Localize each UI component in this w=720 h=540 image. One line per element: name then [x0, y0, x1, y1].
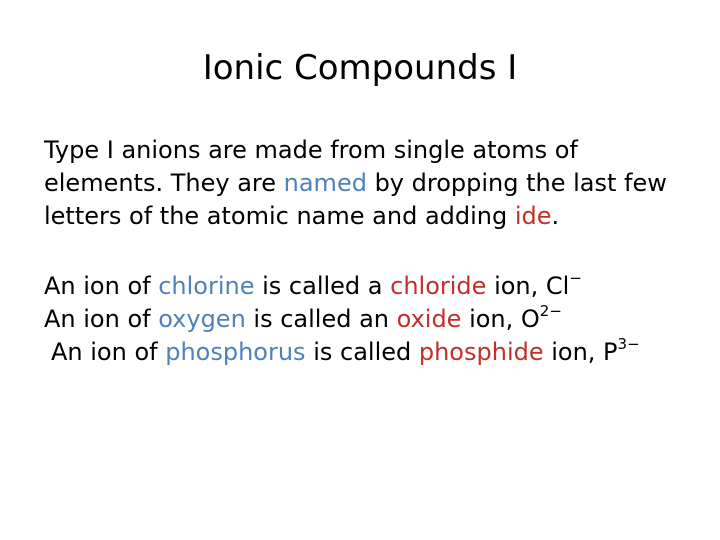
example-prefix: An ion of [44, 272, 159, 300]
example-middle: is called [305, 338, 419, 366]
example-line-phosphorus [44, 336, 684, 369]
ion-charge-phosphide: 3− [617, 335, 640, 353]
paragraph-gap [44, 233, 684, 270]
intro-text-2: by dropping the last few letters of the atomic name and adding [44, 169, 667, 230]
element-name-chlorine: chlorine [158, 272, 255, 300]
example-line-chlorine [44, 270, 684, 303]
example-line-oxygen [44, 303, 684, 336]
slide-body [44, 134, 684, 369]
slide-title: Ionic Compounds I [202, 48, 518, 88]
ion-charge-chloride: − [569, 269, 582, 287]
example-suffix: ion, P [543, 338, 618, 366]
example-suffix: ion, O [461, 305, 540, 333]
example-middle: is called a [254, 272, 391, 300]
anion-name-phosphide: phosphide [418, 338, 544, 366]
example-middle: is called an [245, 305, 397, 333]
ion-charge-oxide: 2− [539, 302, 562, 320]
anion-name-oxide: oxide [396, 305, 462, 333]
highlight-ide: ide [514, 202, 552, 230]
intro-paragraph [44, 134, 684, 233]
intro-text-1: Type I anions are made from single atoms of elements. They are [44, 136, 578, 197]
element-name-phosphorus: phosphorus [165, 338, 306, 366]
example-prefix: An ion of [44, 305, 159, 333]
highlight-named: named [283, 169, 367, 197]
intro-text-3: . [551, 202, 560, 230]
element-name-oxygen: oxygen [158, 305, 246, 333]
example-prefix: An ion of [51, 338, 166, 366]
example-suffix: ion, Cl [486, 272, 570, 300]
anion-name-chloride: chloride [390, 272, 487, 300]
